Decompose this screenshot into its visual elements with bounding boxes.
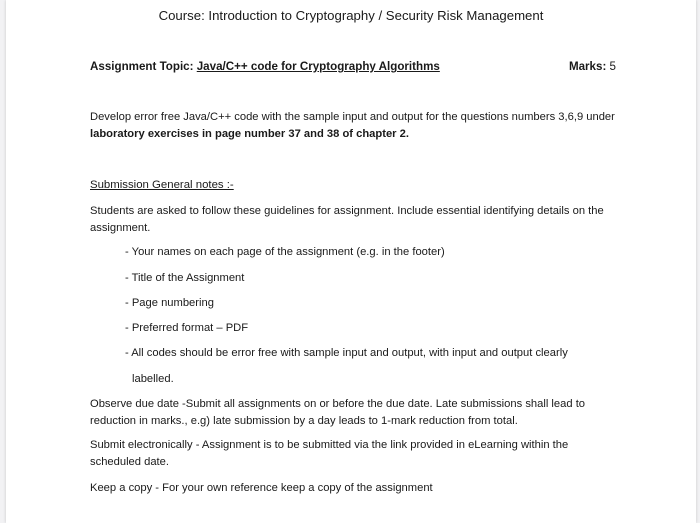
list-item: - Title of the Assignment	[125, 272, 245, 284]
instructions-bold-text: laboratory exercises in page number 37 and 38 of chapter 2.	[90, 127, 409, 140]
marks-value: 5	[609, 60, 616, 73]
assignment-topic-label: Assignment Topic:	[90, 60, 194, 73]
course-title: Course: Introduction to Cryptography / Security Risk Management	[158, 8, 544, 23]
marks-label: Marks:	[568, 60, 607, 73]
copy-paragraph: Keep a copy - For your own reference keep a copy of the assignment	[90, 482, 433, 494]
assignment-topic	[90, 60, 440, 73]
notes-intro: Students are asked to follow these guidelines for assignment. Include essential identifying details on the assignment.	[90, 205, 604, 234]
list-item: - All codes should be error free with sample input and output, with input and output clearly	[125, 347, 568, 359]
notes-heading: Submission General notes :-	[90, 179, 234, 191]
instructions-text: Develop error free Java/C++ code with the sample input and output for the questions numbers 3,6,9 under	[90, 111, 615, 123]
due-date-paragraph: Observe due date -Submit all assignments on or before the due date. Late submissions shall lead to reduction in marks., e.g) late submission by a day leads to 1-mark reduction from total.	[90, 398, 586, 427]
list-item: - Your names on each page of the assignment (e.g. in the footer)	[125, 246, 445, 258]
submit-paragraph: Submit electronically - Assignment is to be submitted via the link provided in eLearning within the scheduled date.	[90, 439, 569, 468]
list-item: - Preferred format – PDF	[125, 322, 249, 334]
document-page	[6, 0, 696, 523]
assignment-marks	[569, 60, 616, 73]
instructions-paragraph	[90, 109, 620, 142]
assignment-topic-value: Java/C++ code for Cryptography Algorithms	[196, 60, 440, 73]
list-item: - Page numbering	[125, 297, 214, 309]
list-item-continuation: labelled.	[132, 373, 174, 385]
